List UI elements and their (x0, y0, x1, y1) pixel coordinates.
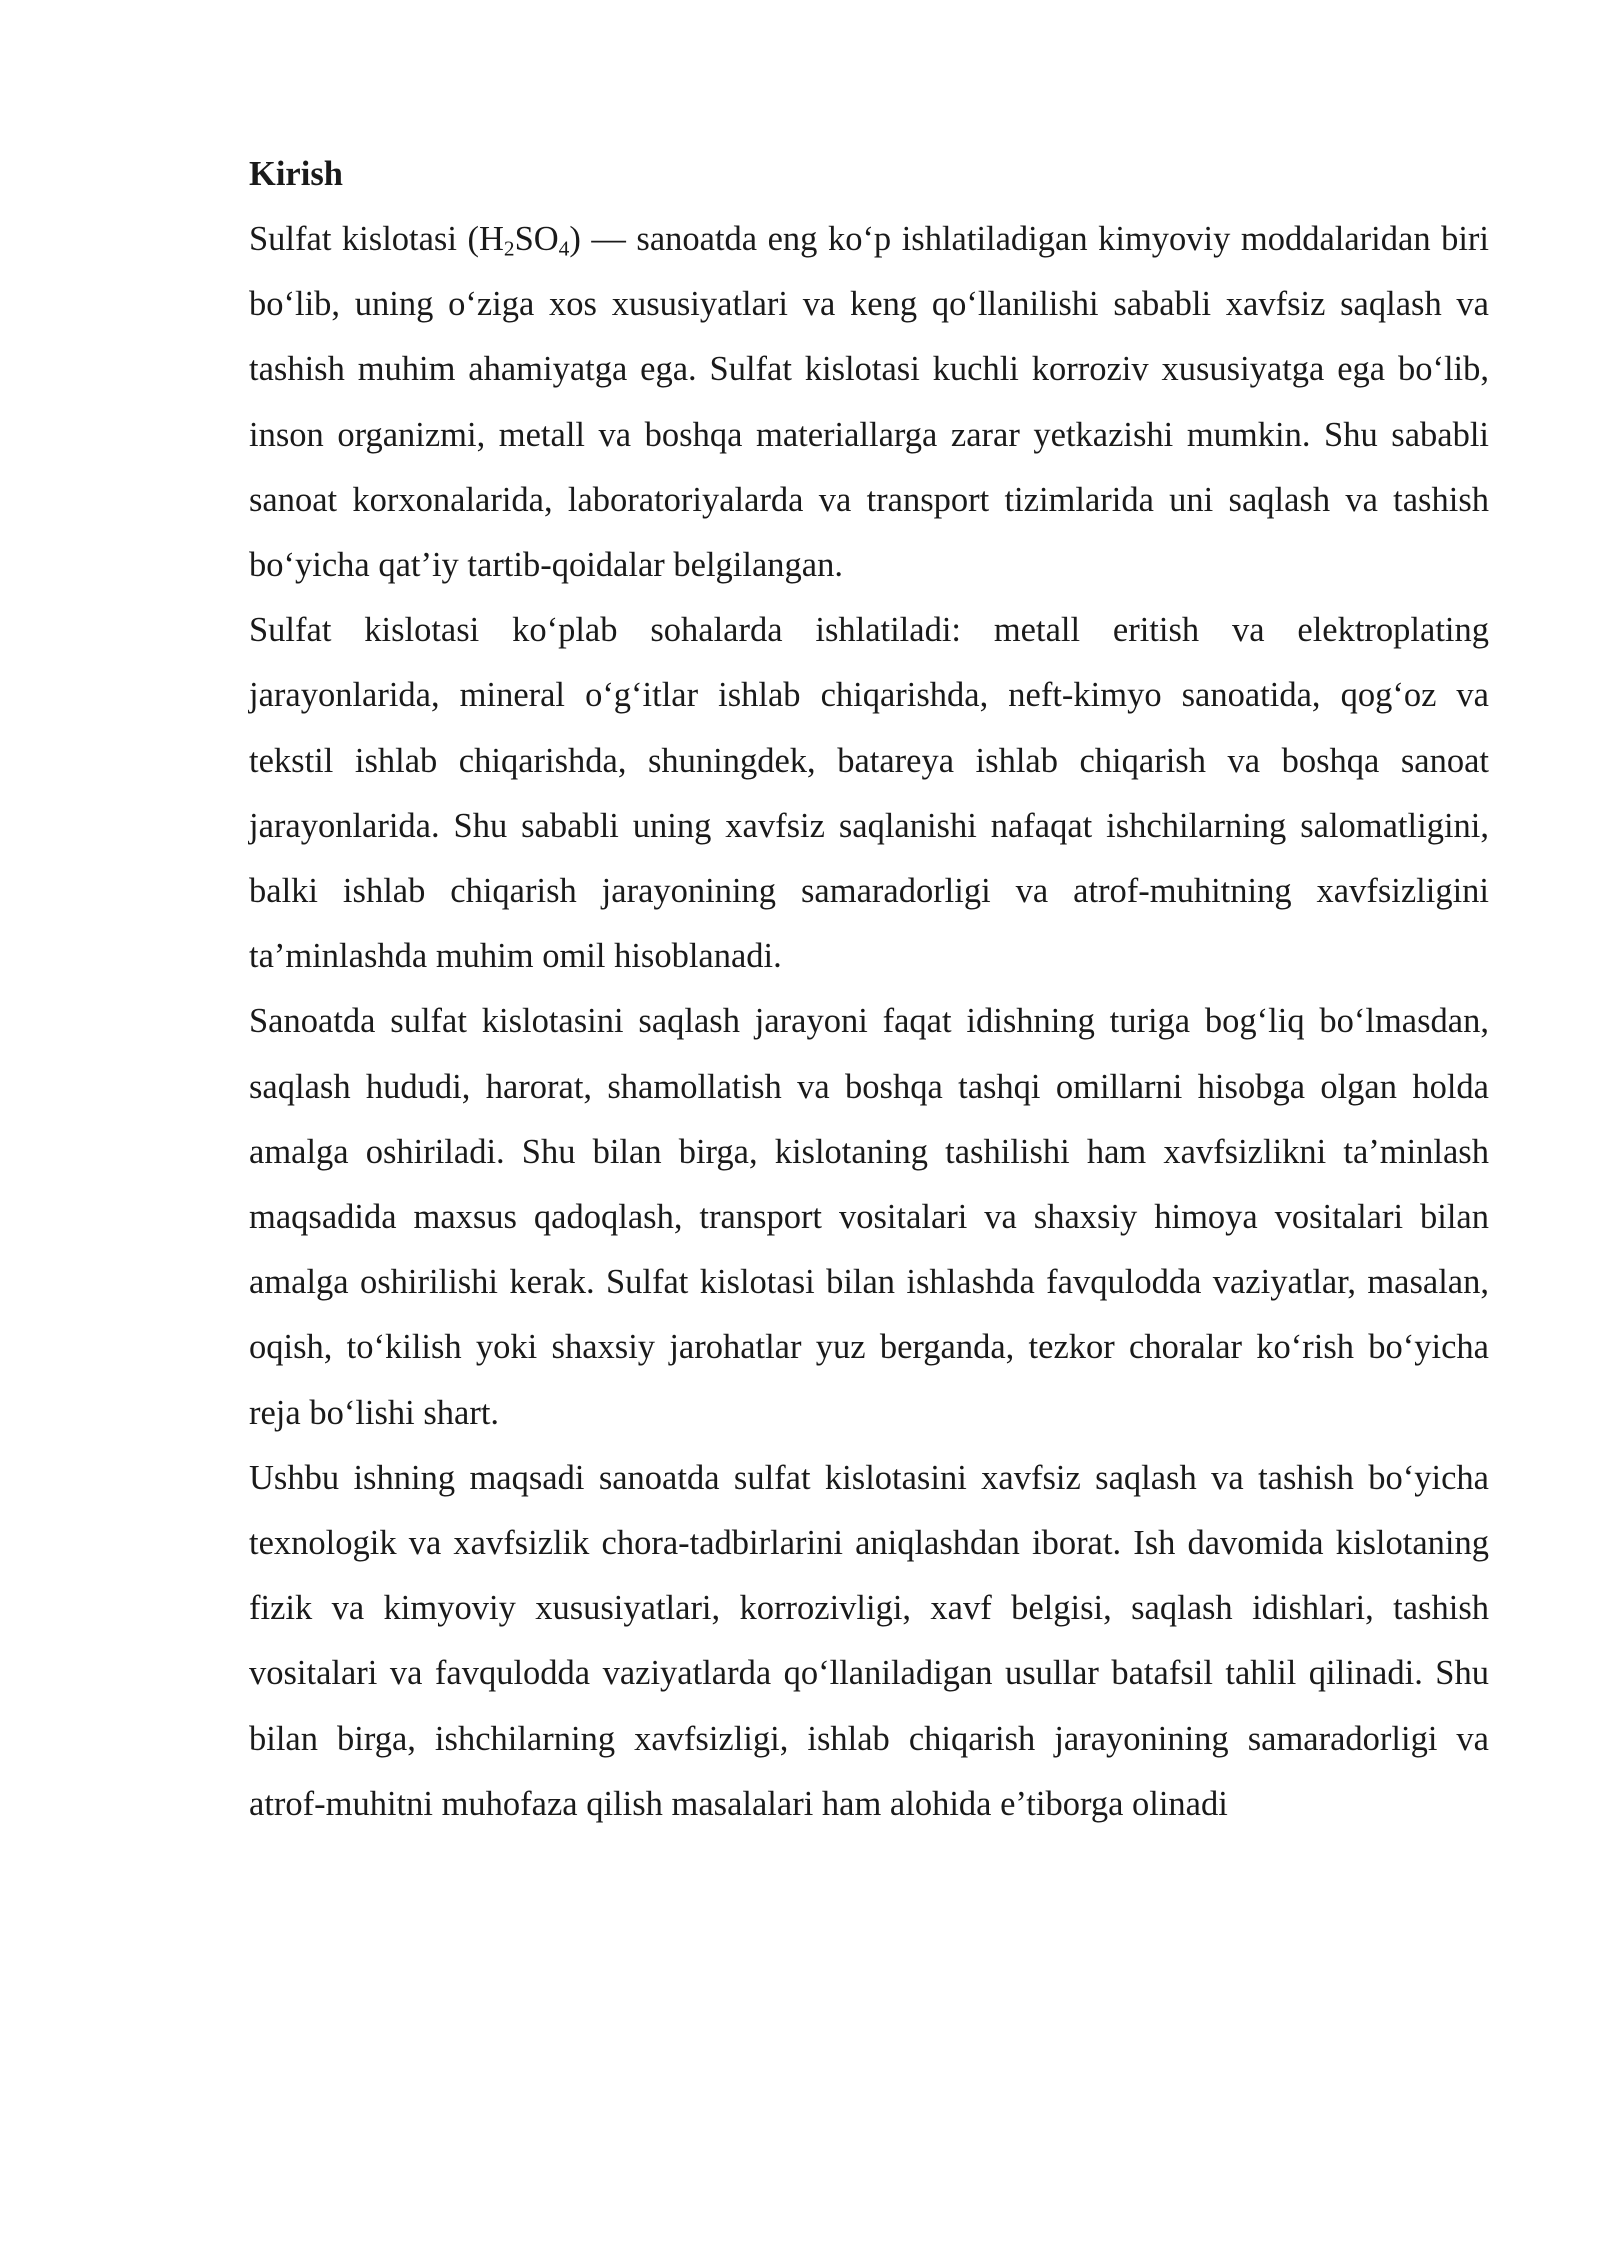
section-heading: Kirish (249, 155, 343, 193)
paragraph-intro-rest: ) — sanoatda eng ko‘p ishlatiladigan kimyoviy moddalaridan biri bo‘lib, uning o‘ziga xos xususiyatlari va keng qo‘llanilishi sababli xavfsiz saqlash va tashish muhim ahamiyatga ega. Sulfat kislotasi kuchli korroziv xususiyatga ega bo‘lib, inson organizmi, metall va boshqa materiallarga zarar yetkazishi mumkin. Shu sababli sanoat korxonalarida, laboratoriyalarda va transport tizimlarida uni saqlash va tashish bo‘yicha qat’iy tartib-qoidalar belgilangan. (249, 220, 1489, 585)
document-body (249, 142, 1489, 1837)
paragraph-storage: Sanoatda sulfat kislotasini saqlash jarayoni faqat idishning turiga bog‘liq bo‘lmasdan, saqlash hududi, harorat, shamollatish va boshqa tashqi omillarni hisobga olgan holda amalga oshiriladi. Shu bilan birga, kislotaning tashilishi ham xavfsizlikni ta’minlash maqsadida maxsus qadoqlash, transport vositalari va shaxsiy himoya vositalari bilan amalga oshirilishi kerak. Sulfat kislotasi bilan ishlashda favqulodda vaziyatlar, masalan, oqish, to‘kilish yoki shaxsiy jarohatlar yuz berganda, tezkor choralar ko‘rish bo‘yicha reja bo‘lishi shart. (249, 1002, 1489, 1432)
paragraph-aim: Ushbu ishning maqsadi sanoatda sulfat kislotasini xavfsiz saqlash va tashish bo‘yicha texnologik va xavfsizlik chora-tadbirlarini aniqlashdan iborat. Ish davomida kislotaning fizik va kimyoviy xususiyatlari, korrozivligi, xavf belgisi, saqlash idishlari, tashish vositalari va favqulodda vaziyatlarda qo‘llaniladigan usullar batafsil tahlil qilinadi. Shu bilan birga, ishchilarning xavfsizligi, ishlab chiqarish jarayonining samaradorligi va atrof-muhitni muhofaza qilish masalalari ham alohida e’tiborga olinadi (249, 1458, 1489, 1823)
paragraph-intro (249, 207, 1489, 598)
paragraph-uses: Sulfat kislotasi ko‘plab sohalarda ishlatiladi: metall eritish va elektroplating jarayonlarida, mineral o‘g‘itlar ishlab chiqarishda, neft-kimyo sanoatida, qog‘oz va tekstil ishlab chiqarishda, shuningdek, batareya ishlab chiqarish va boshqa sanoat jarayonlarida. Shu sababli uning xavfsiz saqlanishi nafaqat ishchilarning salomatligini, balki ishlab chiqarish jarayonining samaradorligi va atrof-muhitning xavfsizligini ta’minlashda muhim omil hisoblanadi. (249, 611, 1489, 976)
chemical-formula: $H_2SO_4$ (478, 220, 570, 261)
paragraph-intro-lead: Sulfat kislotasi ( (249, 220, 479, 258)
